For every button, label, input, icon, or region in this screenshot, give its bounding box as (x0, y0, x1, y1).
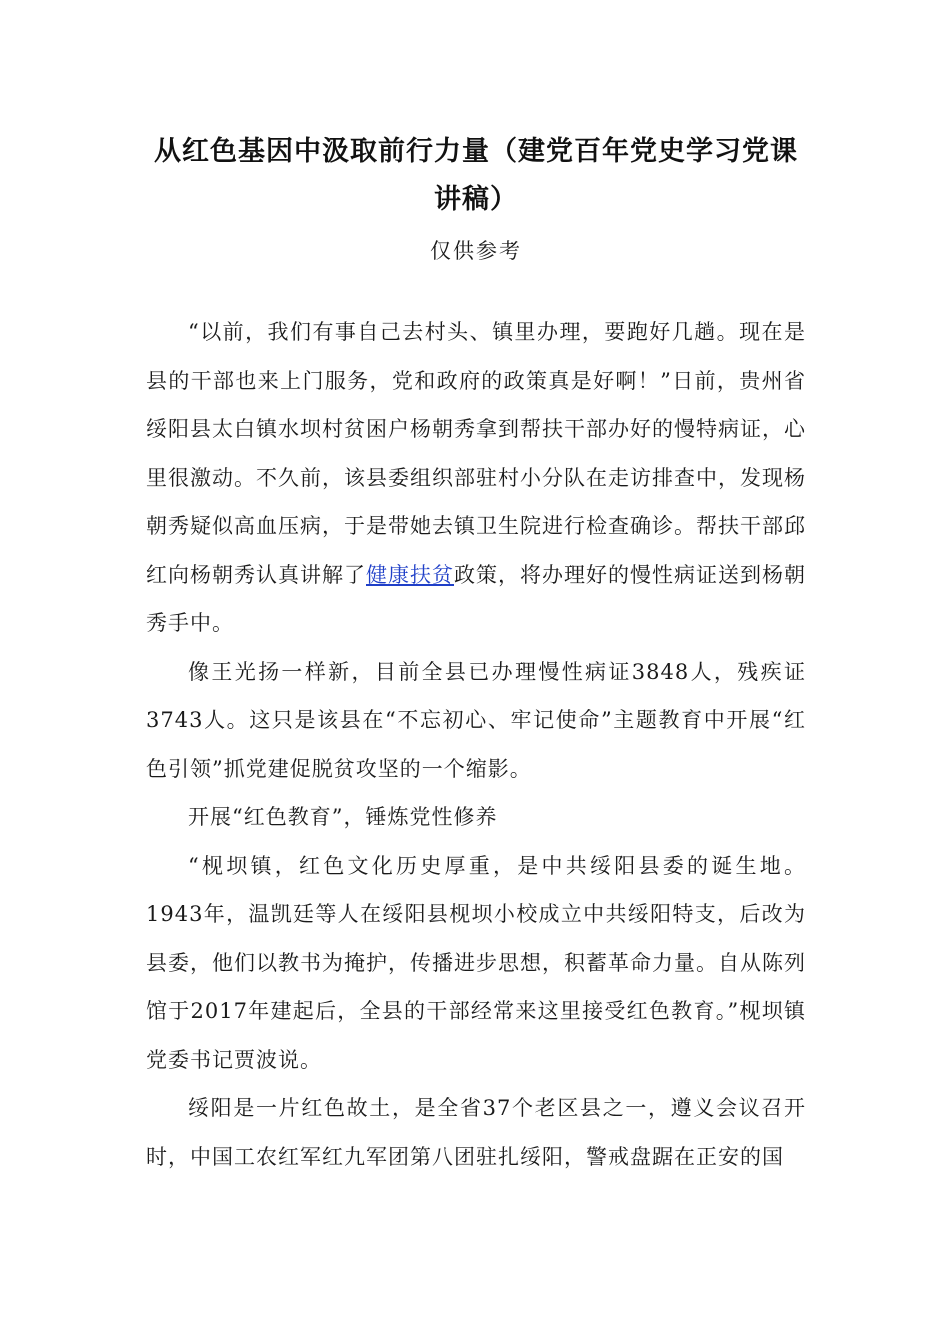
paragraph-1-text-start: “以前，我们有事自己去村头、镇里办理，要跑好几趟。现在是县的干部也来上门服务，党和政府的政策真是好啊！”日前，贵州省绥阳县太白镇水坝村贫困户杨朝秀拿到帮扶干部办好的慢特病证，心里很激动。不久前，该县委组织部驻村小分队在走访排查中，发现杨朝秀疑似高血压病，于是带她去镇卫生院进行检查确诊。帮扶干部邱红向杨朝秀认真讲解了 (146, 320, 806, 587)
paragraph-1-text-end: 政策，将办理好的慢性病证送到杨朝秀手中。 (146, 562, 806, 635)
document-subtitle: 仅供参考 (430, 239, 522, 263)
document-title: 从红色基因中汲取前行力量（建党百年党史学习党课讲稿） (154, 136, 798, 215)
paragraph-4: 绥阳是一片红色故土，是全省37个老区县之一，遵义会议召开时，中国工农红军红九军团第八团驻扎绥阳，警戒盘踞在正安的国 (146, 1096, 806, 1169)
paragraph-2: 像王光扬一样新，目前全县已办理慢性病证3848人，残疾证3743人。这只是该县在“不忘初心、牢记使命”主题教育中开展“红色引领”抓党建促脱贫攻坚的一个缩影。 (146, 659, 806, 781)
health-poverty-link[interactable]: 健康扶贫 (366, 562, 454, 587)
document-body (146, 308, 806, 1181)
paragraph-3: “枧坝镇，红色文化历史厚重，是中共绥阳县委的诞生地。1943年，温凯廷等人在绥阳县枧坝小校成立中共绥阳特支，后改为县委，他们以教书为掩护，传播进步思想，积蓄革命力量。自从陈列馆于2017年建起后，全县的干部经常来这里接受红色教育。”枧坝镇党委书记贾波说。 (146, 853, 806, 1072)
paragraph-1 (146, 308, 806, 648)
section-heading: 开展“红色教育”，锤炼党性修养 (188, 805, 498, 829)
document-page (146, 128, 806, 1181)
